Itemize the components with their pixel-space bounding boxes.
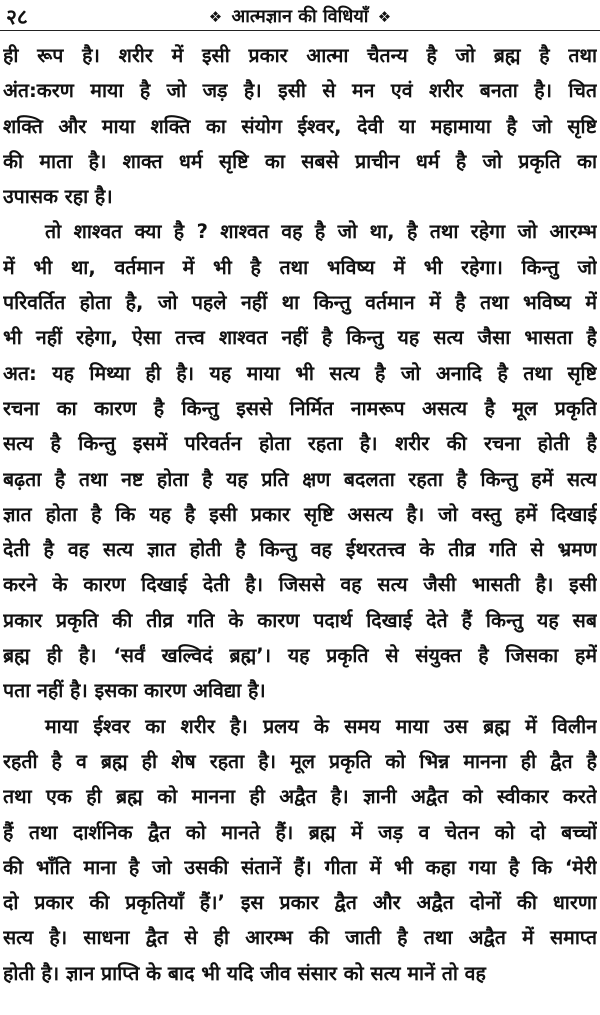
text-line: करने के कारण दिखाई देती है। जिससे वह सत्य जैसी भासती है। इसी <box>3 573 597 597</box>
paragraph <box>3 709 597 991</box>
text-line: तथा एक ही ब्रह्म को मानना ही अद्वैत है। ज्ञानी अद्वैत को स्वीकार करते <box>3 785 597 809</box>
paragraph <box>3 214 597 708</box>
text-line: बढ़ता है तथा नष्ट होता है यह प्रति क्षण बदलता रहता है किन्तु हमें सत्य <box>3 467 597 491</box>
text-line: सत्य है। साधना द्वैत से ही आरम्भ की जाती है तथा अद्वैत में समाप्त <box>3 926 597 950</box>
text-line: शक्ति और माया शक्ति का संयोग ईश्वर, देवी या महामाया है जो सृष्टि <box>3 114 597 138</box>
text-line: भी नहीं रहेगा, ऐसा तत्त्व शाश्वत नहीं है किन्तु यह सत्य जैसा भासता है <box>3 326 597 350</box>
body-text <box>3 38 597 991</box>
ornament-left-icon: ❖ <box>208 8 223 26</box>
text-line: तो शाश्वत क्या है ? शाश्वत वह है जो था, है तथा रहेगा जो आरम्भ <box>45 220 597 244</box>
text-line: पता नहीं है। इसका कारण अविद्या है। <box>3 679 266 703</box>
text-line: देती है वह सत्य ज्ञात होती है किन्तु वह ईथरतत्त्व के तीव्र गति से भ्रमण <box>3 538 597 562</box>
text-line: ब्रह्म ही है। ‘सर्वं खल्विदं ब्रह्म’। यह प्रकृति से संयुक्त है जिसका हमें <box>3 644 597 668</box>
text-line: प्रकार प्रकृति की तीव्र गति के कारण पदार्थ दिखाई देते हैं किन्तु यह सब <box>3 608 597 632</box>
text-line: रचना का कारण है किन्तु इससे निर्मित नामरूप असत्य है मूल प्रकृति <box>3 396 597 420</box>
paragraph <box>3 38 597 214</box>
text-line: अत: यह मिथ्या ही है। यह माया भी सत्य है जो अनादि है तथा सृष्टि <box>3 361 597 385</box>
text-line: रहती है व ब्रह्म ही शेष रहता है। मूल प्रकृति को भिन्न मानना ही द्वैत है <box>3 749 597 773</box>
text-line: हैं तथा दार्शनिक द्वैत को मानते हैं। ब्रह्म में जड़ व चेतन को दो बच्चों <box>3 820 597 844</box>
text-line: की भाँति माना है जो उसकी संतानें हैं। गीता में भी कहा गया है कि ‘मेरी <box>3 855 597 879</box>
running-title <box>0 4 600 28</box>
text-line: ही रूप है। शरीर में इसी प्रकार आत्मा चैतन्य है जो ब्रह्म है तथा <box>3 44 597 67</box>
text-line: अंत:करण माया है जो जड़ है। इसी से मन एवं शरीर बनता है। चित <box>3 79 597 103</box>
text-line: दो प्रकार की प्रकृतियाँ हैं।’ इस प्रकार द्वैत और अद्वैत दोनों की धारणा <box>3 891 597 915</box>
text-line: ज्ञात होता है कि यह है इसी प्रकार सृष्टि असत्य है। जो वस्तु हमें दिखाई <box>3 502 597 526</box>
page-header <box>0 0 600 31</box>
text-line: सत्य है किन्तु इसमें परिवर्तन होता रहता है। शरीर की रचना होती है <box>3 432 597 456</box>
text-line: की माता है। शाक्त धर्म सृष्टि का सबसे प्राचीन धर्म है जो प्रकृति का <box>3 149 597 173</box>
page-number: २८ <box>6 5 28 29</box>
text-line: माया ईश्वर का शरीर है। प्रलय के समय माया उस ब्रह्म में विलीन <box>45 714 597 738</box>
text-line: उपासक रहा है। <box>3 185 113 209</box>
text-line: में भी था, वर्तमान में भी है तथा भविष्य में भी रहेगा। किन्तु जो <box>3 255 597 279</box>
chapter-title: आत्मज्ञान की विधियाँ <box>231 6 369 27</box>
ornament-right-icon: ❖ <box>377 8 392 26</box>
text-line: परिवर्तित होता है, जो पहले नहीं था किन्तु वर्तमान में है तथा भविष्य में <box>3 291 597 315</box>
text-line: होती है। ज्ञान प्राप्ति के बाद भी यदि जीव संसार को सत्य मानें तो वह <box>3 961 486 985</box>
